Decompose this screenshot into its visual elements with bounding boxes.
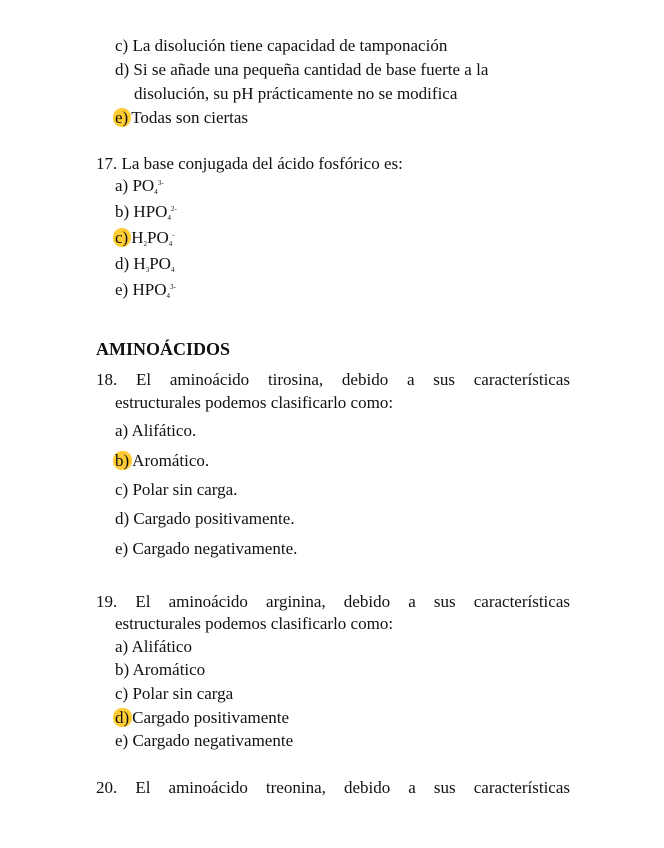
q17-number: 17. bbox=[96, 154, 118, 173]
q19-option-letter: c) bbox=[115, 684, 129, 703]
q18-option-text: Aromático. bbox=[132, 451, 210, 470]
q20-stem-line1 bbox=[96, 776, 570, 799]
q16-option-d-line2: disolución, su pH prácticamente no se modifica bbox=[134, 84, 458, 103]
formula-base: PO bbox=[149, 254, 171, 273]
q19-stem-text-line1: El aminoácido arginina, debido a sus características bbox=[135, 592, 570, 611]
q17-option-formula bbox=[133, 202, 176, 221]
q19-option-letter: a) bbox=[115, 637, 129, 656]
q19-option-a bbox=[115, 635, 192, 658]
q16-option-e-text: Todas son ciertas bbox=[131, 108, 249, 127]
q18-option-e bbox=[115, 537, 297, 560]
q17-stem-text: La base conjugada del ácido fosfórico es: bbox=[121, 154, 403, 173]
q16-option-d-letter: d) bbox=[115, 60, 130, 79]
q17-option-formula bbox=[131, 228, 174, 247]
q18-option-letter: c) bbox=[115, 480, 129, 499]
q17-option-d bbox=[115, 252, 174, 275]
q17-option-letter: b) bbox=[115, 202, 130, 221]
formula-subscript: 4 bbox=[166, 292, 170, 300]
q19-option-text: Cargado negativamente bbox=[132, 731, 294, 750]
q18-option-text: Cargado negativamente. bbox=[132, 539, 298, 558]
q17-option-formula bbox=[133, 254, 174, 273]
q18-option-a bbox=[115, 419, 196, 442]
q17-option-letter: e) bbox=[115, 280, 129, 299]
q16-option-c bbox=[115, 34, 447, 57]
q19-stem-line1 bbox=[96, 590, 570, 613]
formula-prefix: H bbox=[131, 228, 144, 247]
formula-subscript: 4 bbox=[170, 266, 175, 274]
q18-option-text: Polar sin carga. bbox=[132, 480, 238, 499]
formula-charge: - bbox=[172, 231, 175, 239]
formula-subscript: 4 bbox=[167, 214, 171, 222]
q17-option-letter: c) bbox=[113, 228, 131, 247]
q16-option-d-text-line1: Si se añade una pequeña cantidad de base fuerte a la bbox=[133, 60, 489, 79]
q16-option-c-letter: c) bbox=[115, 36, 129, 55]
q19-option-text: Alifático bbox=[131, 637, 192, 656]
q18-stem-line2: estructurales podemos clasificarlo como: bbox=[115, 393, 394, 412]
q18-option-letter: e) bbox=[115, 539, 129, 558]
q17-option-letter: a) bbox=[115, 176, 129, 195]
q18-option-letter: d) bbox=[115, 509, 130, 528]
q19-option-text: Polar sin carga bbox=[132, 684, 234, 703]
q19-option-text: Cargado positivamente bbox=[132, 708, 290, 727]
q17-option-c bbox=[115, 226, 175, 249]
q19-option-d bbox=[115, 706, 289, 729]
q17-option-formula bbox=[132, 176, 163, 195]
q18-option-c bbox=[115, 478, 237, 501]
section-title: AMINOÁCIDOS bbox=[96, 339, 231, 359]
q17-option-e bbox=[115, 278, 176, 301]
q18-stem-line1 bbox=[96, 368, 570, 391]
formula-base: HPO bbox=[133, 202, 168, 221]
q18-stem-text-line1: El aminoácido tirosina, debido a sus características bbox=[136, 370, 571, 389]
q19-option-text: Aromático bbox=[132, 660, 206, 679]
q19-stem-line2: estructurales podemos clasificarlo como: bbox=[115, 614, 394, 633]
q20-stem-text-line1: El aminoácido treonina, debido a sus características bbox=[135, 778, 571, 797]
q20-number: 20. bbox=[96, 778, 118, 797]
formula-subscript: 4 bbox=[154, 188, 158, 196]
formula-prefix: H bbox=[133, 254, 146, 273]
q18-number: 18. bbox=[96, 370, 118, 389]
q19-option-letter: b) bbox=[115, 660, 130, 679]
q17-option-formula bbox=[132, 280, 175, 299]
q16-option-d bbox=[115, 58, 488, 81]
q19-option-b bbox=[115, 658, 205, 681]
formula-charge: 3- bbox=[157, 179, 164, 187]
q18-option-d bbox=[115, 507, 295, 530]
formula-charge: 3- bbox=[169, 283, 176, 291]
q18-option-letter: a) bbox=[115, 421, 129, 440]
q17-stem bbox=[96, 152, 403, 175]
formula-prefix-subscript: 3 bbox=[145, 266, 150, 274]
q19-option-c bbox=[115, 682, 233, 705]
q17-option-letter: d) bbox=[115, 254, 130, 273]
q16-option-e-letter-highlight: e) bbox=[113, 108, 131, 127]
q19-option-letter: e) bbox=[115, 731, 129, 750]
formula-prefix-subscript: 2 bbox=[143, 240, 147, 248]
q18-option-b bbox=[115, 449, 209, 472]
q16-option-e bbox=[115, 106, 248, 129]
q18-option-letter: b) bbox=[113, 451, 132, 470]
q16-option-c-text: La disolución tiene capacidad de tamponación bbox=[132, 36, 448, 55]
q17-option-a bbox=[115, 174, 164, 197]
q18-option-text: Alifático. bbox=[131, 421, 197, 440]
q19-option-letter: d) bbox=[113, 708, 132, 727]
q19-option-e bbox=[115, 729, 293, 752]
formula-base: PO bbox=[147, 228, 169, 247]
q18-option-text: Cargado positivamente. bbox=[133, 509, 295, 528]
formula-base: PO bbox=[132, 176, 155, 195]
formula-subscript: 4 bbox=[168, 240, 173, 248]
formula-base: HPO bbox=[132, 280, 167, 299]
q17-option-b bbox=[115, 200, 177, 223]
q19-number: 19. bbox=[96, 592, 118, 611]
formula-charge: 2- bbox=[170, 205, 177, 213]
